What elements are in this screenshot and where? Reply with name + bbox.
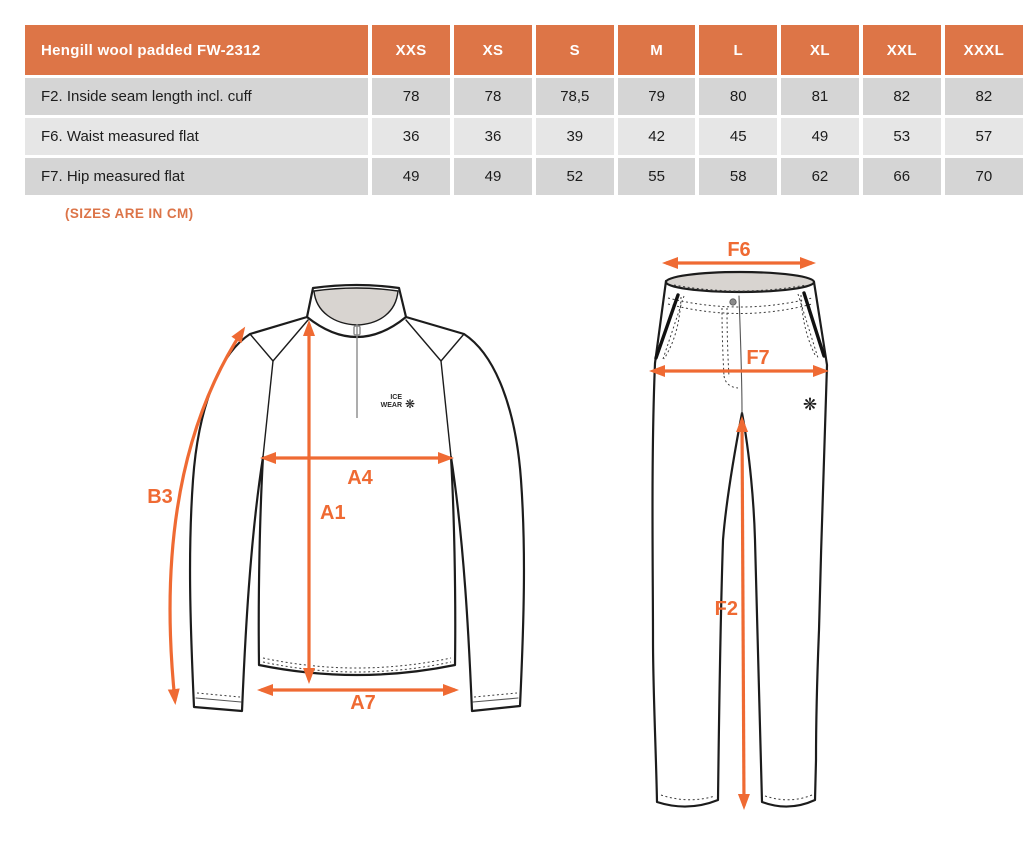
- measurement-value: 42: [618, 118, 696, 155]
- a4-label: A4: [347, 467, 373, 489]
- measurement-label: F6. Waist measured flat: [25, 118, 368, 155]
- f6-label: F6: [727, 240, 751, 261]
- snowflake-icon: ❋: [802, 395, 818, 415]
- a1-label: A1: [320, 502, 346, 524]
- measurement-value: 80: [699, 78, 777, 115]
- f2-label: F2: [714, 598, 738, 620]
- measurement-value: 53: [863, 118, 941, 155]
- size-column-header: XL: [781, 25, 859, 75]
- measurement-value: 58: [699, 158, 777, 195]
- size-table: [21, 22, 1027, 198]
- product-title: Hengill wool padded FW-2312: [25, 25, 368, 75]
- measurement-value: 49: [454, 158, 532, 195]
- measurement-value: 36: [372, 118, 450, 155]
- size-column-header: XXL: [863, 25, 941, 75]
- measurement-value: 36: [454, 118, 532, 155]
- units-note: (SIZES ARE IN CM): [65, 206, 194, 221]
- measurement-value: 49: [781, 118, 859, 155]
- measurement-label: F2. Inside seam length incl. cuff: [25, 78, 368, 115]
- size-column-header: XXXL: [945, 25, 1023, 75]
- table-row: [25, 118, 1023, 155]
- sweater-drawing: [130, 260, 570, 740]
- waist-opening: [666, 272, 814, 292]
- measurement-value: 62: [781, 158, 859, 195]
- measurement-value: 49: [372, 158, 450, 195]
- measurement-value: 78: [372, 78, 450, 115]
- measurement-value: 78,5: [536, 78, 614, 115]
- measurement-value: 57: [945, 118, 1023, 155]
- pants-silhouette: [653, 276, 828, 807]
- size-column-header: M: [618, 25, 696, 75]
- snowflake-icon: ❋: [405, 397, 416, 411]
- table-row: [25, 158, 1023, 195]
- f2-inseam-arrow: [742, 420, 744, 806]
- measurement-label: F7. Hip measured flat: [25, 158, 368, 195]
- size-table-body: [25, 78, 1023, 195]
- table-row: [25, 78, 1023, 115]
- measurement-value: 81: [781, 78, 859, 115]
- measurement-value: 82: [863, 78, 941, 115]
- measurement-value: 79: [618, 78, 696, 115]
- brand-logo-text: ICE: [390, 394, 402, 401]
- size-column-header: XS: [454, 25, 532, 75]
- size-column-header: L: [699, 25, 777, 75]
- f7-label: F7: [746, 347, 770, 369]
- brand-logo-text: WEAR: [380, 402, 402, 409]
- a7-label: A7: [350, 692, 376, 714]
- size-column-header: S: [536, 25, 614, 75]
- measurement-value: 78: [454, 78, 532, 115]
- measurement-value: 39: [536, 118, 614, 155]
- measurement-value: 55: [618, 158, 696, 195]
- size-column-header: XXS: [372, 25, 450, 75]
- measurement-value: 82: [945, 78, 1023, 115]
- pants-drawing: [620, 240, 980, 840]
- measurement-value: 52: [536, 158, 614, 195]
- measurement-value: 70: [945, 158, 1023, 195]
- measurement-value: 45: [699, 118, 777, 155]
- b3-label: B3: [147, 486, 173, 508]
- measurement-value: 66: [863, 158, 941, 195]
- table-header-row: [25, 25, 1023, 75]
- waist-button: [730, 299, 736, 305]
